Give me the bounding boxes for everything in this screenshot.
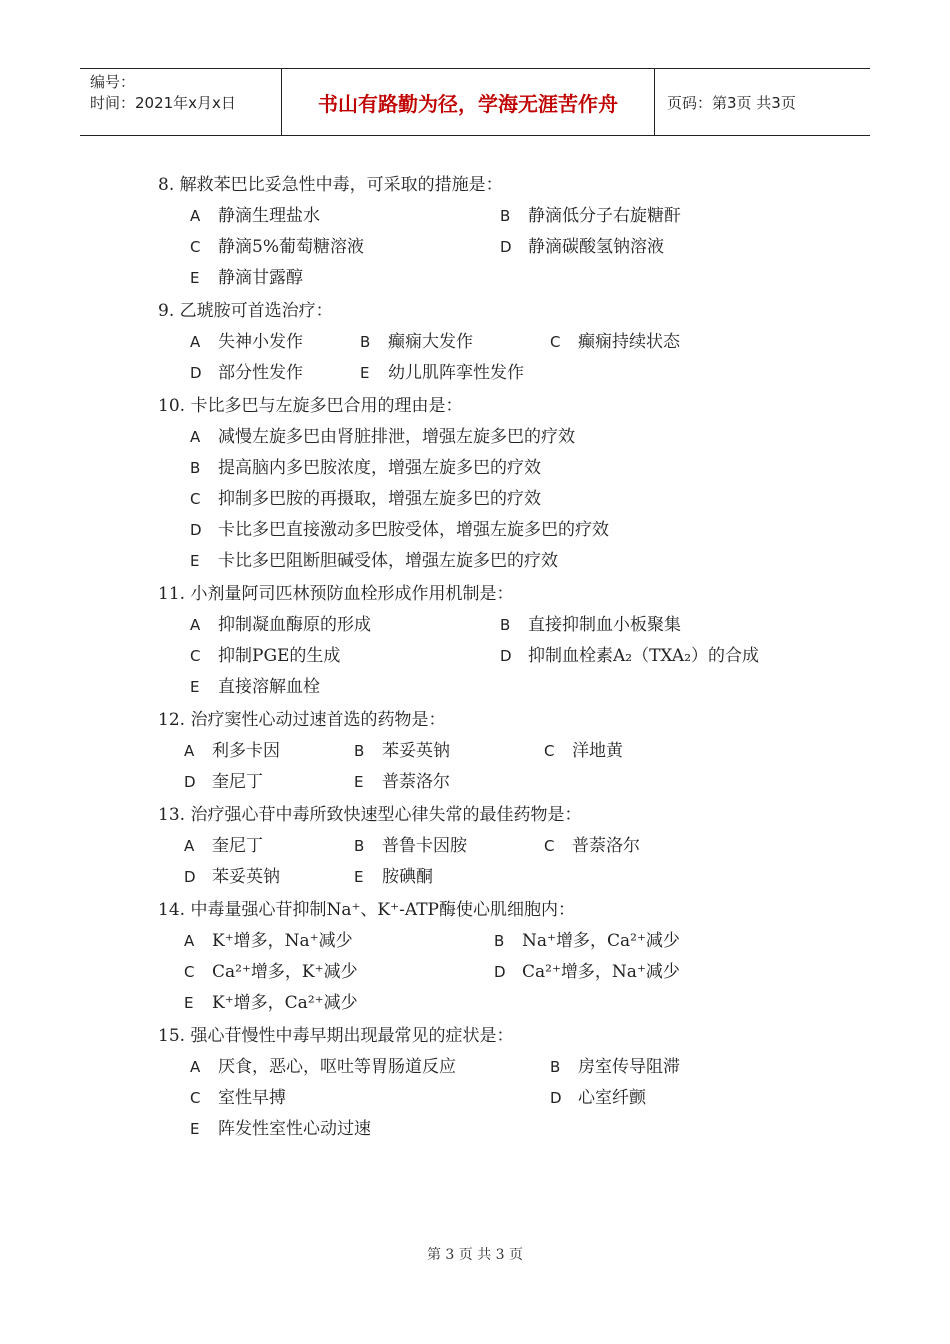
time-label: 时间：2021年x月x日 [90,94,236,112]
option-a [184,926,484,957]
option-text: 室性早搏 [218,1088,286,1108]
option-c [544,831,784,862]
option-c [544,736,784,767]
option-e [184,988,484,1019]
question-number: 10. [158,396,186,416]
option-text: 减慢左旋多巴由肾脏排泄，增强左旋多巴的疗效 [218,427,575,447]
option-letter: A [190,428,201,446]
option-letter: B [190,459,201,477]
option-letter: C [544,742,555,760]
option-letter: D [494,963,506,981]
option-letter: B [494,932,505,950]
option-letter: C [544,837,555,855]
option-letter: E [190,269,200,287]
option-c [184,957,484,988]
option-letter: E [190,1120,200,1138]
question-number: 11. [158,584,186,604]
option-text: 静滴碳酸氢钠溶液 [528,237,664,257]
option-a [190,422,858,453]
question-number: 14. [158,900,186,920]
option-letter: E [190,552,200,570]
option-text: 苯妥英钠 [382,741,450,761]
option-text: 抑制PGE的生成 [218,646,341,666]
option-text: 奎尼丁 [212,772,263,792]
question-number: 9. [158,301,175,321]
option-letter: A [190,207,201,225]
option-text: 直接溶解血栓 [218,677,320,697]
question-11 [158,579,858,703]
option-text: 静滴甘露醇 [218,268,303,288]
option-text: 洋地黄 [572,741,623,761]
option-letter: A [190,616,201,634]
question-9 [158,296,858,389]
option-list [158,422,858,577]
option-e [354,862,534,893]
option-letter: D [500,647,512,665]
question-text: 乙琥胺可首选治疗： [179,301,333,321]
option-text: 幼儿肌阵挛性发作 [388,363,524,383]
question-title [158,705,858,736]
question-title [158,895,858,926]
option-text: 苯妥英钠 [212,867,280,887]
option-e [190,1114,540,1145]
option-list [158,831,858,893]
question-number: 12. [158,710,186,730]
option-b [354,831,534,862]
question-text: 强心苷慢性中毒早期出现最常见的症状是： [190,1026,514,1046]
option-a [190,610,490,641]
question-12 [158,705,858,798]
question-10 [158,391,858,577]
option-d [184,767,344,798]
option-text: 奎尼丁 [212,836,263,856]
option-c [190,641,490,672]
option-text: 提高脑内多巴胺浓度，增强左旋多巴的疗效 [218,458,541,478]
question-number: 15. [158,1026,186,1046]
option-letter: C [190,647,201,665]
page-footer: 第 3 页 共 3 页 [426,1247,524,1263]
option-text: 利多卡因 [212,741,280,761]
option-letter: D [500,238,512,256]
question-text: 治疗窦性心动过速首选的药物是： [190,710,446,730]
option-e [190,672,490,703]
option-b [354,736,534,767]
option-letter: B [360,333,371,351]
option-e [190,263,490,294]
option-letter: A [184,742,195,760]
document-header [80,68,870,136]
option-e [190,546,858,577]
option-text: 静滴5%葡萄糖溶液 [218,237,364,257]
option-letter: D [190,521,202,539]
option-b [360,327,540,358]
question-text: 中毒量强心苷抑制Na⁺、K⁺-ATP酶使心肌细胞内： [190,900,575,920]
option-list [158,926,858,1019]
question-title [158,1021,858,1052]
option-text: 厌食，恶心，呕吐等胃肠道反应 [218,1057,456,1077]
option-d [550,1083,850,1114]
option-text: 卡比多巴直接激动多巴胺受体，增强左旋多巴的疗效 [218,520,609,540]
option-d [184,862,344,893]
option-list [158,1052,858,1145]
option-letter: C [190,1089,201,1107]
option-letter: A [184,837,195,855]
option-letter: C [550,333,561,351]
option-list [158,201,858,294]
option-letter: E [354,773,364,791]
question-text: 解救苯巴比妥急性中毒，可采取的措施是： [179,175,503,195]
option-text: 房室传导阻滞 [578,1057,680,1077]
option-letter: B [500,207,511,225]
question-text: 小剂量阿司匹林预防血栓形成作用机制是： [190,584,514,604]
question-list [158,170,858,1147]
option-a [184,736,344,767]
option-b [494,926,794,957]
question-text: 卡比多巴与左旋多巴合用的理由是： [190,396,463,416]
question-title [158,296,858,327]
option-letter: B [354,742,365,760]
option-letter: E [360,364,370,382]
question-text: 治疗强心苷中毒所致快速型心律失常的最佳药物是： [190,805,582,825]
option-list [158,736,858,798]
option-letter: B [354,837,365,855]
option-text: K⁺增多，Na⁺减少 [212,931,353,951]
option-text: 静滴生理盐水 [218,206,320,226]
option-text: 普萘洛尔 [572,836,640,856]
option-text: 抑制多巴胺的再摄取，增强左旋多巴的疗效 [218,489,541,509]
option-text: 失神小发作 [218,332,303,352]
option-text: 心室纤颤 [578,1088,646,1108]
question-title [158,800,858,831]
option-b [190,453,858,484]
option-letter: C [184,963,195,981]
option-letter: C [190,490,201,508]
question-8 [158,170,858,294]
option-e [360,358,540,389]
option-text: 普鲁卡因胺 [382,836,467,856]
option-text: 部分性发作 [218,363,303,383]
question-number: 13. [158,805,186,825]
option-b [550,1052,850,1083]
option-letter: B [500,616,511,634]
option-d [500,641,800,672]
option-letter: B [550,1058,561,1076]
option-b [500,201,800,232]
option-c [190,232,490,263]
option-list [158,327,858,389]
option-text: 胺碘酮 [382,867,433,887]
header-motto: 书山有路勤为径，学海无涯苦作舟 [281,69,655,135]
option-text: 癫痫持续状态 [578,332,680,352]
option-b [500,610,800,641]
option-c [190,484,858,515]
header-page-info: 页码：第3页 共3页 [667,93,796,112]
option-letter: E [184,994,194,1012]
option-d [494,957,794,988]
option-e [354,767,534,798]
option-text: 抑制凝血酶原的形成 [218,615,371,635]
option-list [158,610,858,703]
option-d [190,358,350,389]
option-text: 卡比多巴阻断胆碱受体，增强左旋多巴的疗效 [218,551,558,571]
option-text: 普萘洛尔 [382,772,450,792]
question-14 [158,895,858,1019]
code-label: 编号： [90,73,136,91]
option-text: Ca²⁺增多，K⁺减少 [212,962,358,982]
option-text: 阵发性室性心动过速 [218,1119,371,1139]
option-letter: A [190,333,201,351]
option-d [500,232,800,263]
option-text: Ca²⁺增多，Na⁺减少 [522,962,680,982]
option-letter: D [184,773,196,791]
option-letter: A [190,1058,201,1076]
option-d [190,515,858,546]
option-c [550,327,790,358]
option-a [190,201,490,232]
option-a [190,1052,540,1083]
option-letter: E [354,868,364,886]
question-title [158,170,858,201]
question-13 [158,800,858,893]
option-text: Na⁺增多，Ca²⁺减少 [522,931,680,951]
header-meta [80,69,281,135]
option-text: 直接抑制血小板聚集 [528,615,681,635]
option-letter: D [184,868,196,886]
option-letter: A [184,932,195,950]
option-text: K⁺增多，Ca²⁺减少 [212,993,358,1013]
option-a [190,327,350,358]
option-c [190,1083,540,1114]
option-text: 抑制血栓素A₂（TXA₂）的合成 [528,646,760,666]
option-letter: D [190,364,202,382]
option-text: 静滴低分子右旋糖酐 [528,206,681,226]
question-title [158,391,858,422]
option-letter: E [190,678,200,696]
option-letter: D [550,1089,562,1107]
question-title [158,579,858,610]
option-a [184,831,344,862]
question-15 [158,1021,858,1145]
question-number: 8. [158,175,175,195]
option-text: 癫痫大发作 [388,332,473,352]
option-letter: C [190,238,201,256]
